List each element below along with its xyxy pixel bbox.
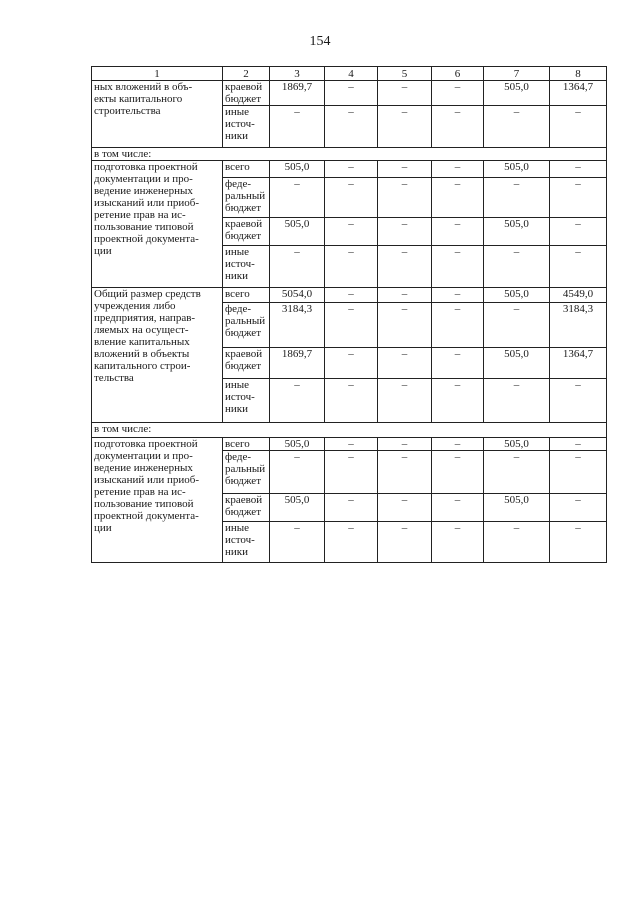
funding-source-cell: краевой бюджет [223,348,270,379]
value-cell: – [484,178,550,218]
value-cell: – [484,303,550,348]
value-cell: 5054,0 [270,288,325,303]
value-cell: – [432,178,484,218]
value-cell: – [378,303,432,348]
value-cell: 505,0 [484,218,550,246]
value-cell: 505,0 [484,494,550,522]
value-cell: 1364,7 [550,81,607,106]
value-cell: – [432,288,484,303]
value-cell: – [432,218,484,246]
value-cell: – [378,522,432,563]
column-header: 3 [270,67,325,81]
value-cell: – [378,451,432,494]
description-cell: подготовка проектной документации и про- ведение инженерных изысканий или приоб- ретение прав на ис- пользование типовой проектной документа- ции [92,161,223,288]
value-cell: 1869,7 [270,81,325,106]
value-cell: – [325,218,378,246]
value-cell: 505,0 [270,218,325,246]
funding-source-cell: феде- ральный бюджет [223,303,270,348]
value-cell: – [550,494,607,522]
value-cell: 505,0 [270,438,325,451]
funding-source-cell: иные источ- ники [223,246,270,288]
value-cell: – [378,218,432,246]
value-cell: – [432,81,484,106]
value-cell: – [325,106,378,148]
funding-source-cell: иные источ- ники [223,106,270,148]
value-cell: – [325,246,378,288]
value-cell: – [325,288,378,303]
budget-table [91,66,607,563]
value-cell: – [432,106,484,148]
funding-source-cell: всего [223,288,270,303]
value-cell: – [325,81,378,106]
table-row [92,81,607,106]
page-number: 154 [309,34,331,49]
value-cell: – [378,178,432,218]
value-cell: – [432,246,484,288]
table-row [92,161,607,178]
value-cell: – [325,303,378,348]
column-header: 4 [325,67,378,81]
value-cell: – [270,106,325,148]
value-cell: – [550,451,607,494]
value-cell: – [378,161,432,178]
table-body [92,67,607,563]
table-row [92,288,607,303]
value-cell: – [550,178,607,218]
value-cell: – [325,161,378,178]
value-cell: – [325,178,378,218]
column-header: 8 [550,67,607,81]
value-cell: – [484,451,550,494]
column-header: 5 [378,67,432,81]
funding-source-cell: краевой бюджет [223,494,270,522]
value-cell: – [432,494,484,522]
value-cell: 505,0 [484,288,550,303]
value-cell: – [484,379,550,423]
value-cell: – [432,348,484,379]
value-cell: – [550,379,607,423]
value-cell: 505,0 [270,161,325,178]
funding-source-cell: краевой бюджет [223,81,270,106]
funding-source-cell: иные источ- ники [223,379,270,423]
value-cell: 1364,7 [550,348,607,379]
value-cell: – [484,106,550,148]
value-cell: 505,0 [484,348,550,379]
column-header: 2 [223,67,270,81]
value-cell: – [378,379,432,423]
value-cell: – [550,522,607,563]
value-cell: – [325,451,378,494]
description-cell: ных вложений в объ- екты капитального строительства [92,81,223,148]
value-cell: – [378,288,432,303]
value-cell: 505,0 [484,81,550,106]
value-cell: – [550,161,607,178]
value-cell: – [325,522,378,563]
value-cell: 505,0 [484,438,550,451]
description-cell: Общий размер средств учреждения либо предприятия, направ- ляемых на осущест- вление капитальных вложений в объекты капитального строи- тельства [92,288,223,423]
value-cell: – [378,81,432,106]
subheading-cell: в том числе: [92,423,607,438]
value-cell: 1869,7 [270,348,325,379]
value-cell: – [325,494,378,522]
value-cell: – [378,494,432,522]
value-cell: 3184,3 [270,303,325,348]
value-cell: – [550,106,607,148]
value-cell: – [432,451,484,494]
value-cell: – [378,348,432,379]
value-cell: – [550,246,607,288]
value-cell: – [484,522,550,563]
subheading-cell: в том числе: [92,148,607,161]
table-header-row [92,67,607,81]
column-header: 1 [92,67,223,81]
value-cell: – [432,161,484,178]
value-cell: – [378,438,432,451]
value-cell: – [550,218,607,246]
value-cell: – [432,522,484,563]
value-cell: – [484,246,550,288]
value-cell: – [325,348,378,379]
value-cell: – [378,106,432,148]
value-cell: 3184,3 [550,303,607,348]
funding-source-cell: всего [223,161,270,178]
column-header: 7 [484,67,550,81]
value-cell: – [270,379,325,423]
funding-source-cell: всего [223,438,270,451]
value-cell: – [432,379,484,423]
value-cell: – [432,438,484,451]
column-header: 6 [432,67,484,81]
funding-source-cell: феде- ральный бюджет [223,178,270,218]
value-cell: – [432,303,484,348]
table-row [92,438,607,451]
value-cell: 505,0 [270,494,325,522]
funding-source-cell: феде- ральный бюджет [223,451,270,494]
value-cell: – [378,246,432,288]
value-cell: – [325,438,378,451]
value-cell: 4549,0 [550,288,607,303]
value-cell: – [270,246,325,288]
value-cell: – [270,451,325,494]
description-cell: подготовка проектной документации и про- ведение инженерных изысканий или приоб- ретение прав на ис- пользование типовой проектной документа- ции [92,438,223,563]
funding-source-cell: краевой бюджет [223,218,270,246]
funding-source-cell: иные источ- ники [223,522,270,563]
value-cell: – [325,379,378,423]
table-subheading-row [92,423,607,438]
value-cell: – [270,522,325,563]
value-cell: – [550,438,607,451]
value-cell: – [270,178,325,218]
value-cell: 505,0 [484,161,550,178]
table-subheading-row [92,148,607,161]
